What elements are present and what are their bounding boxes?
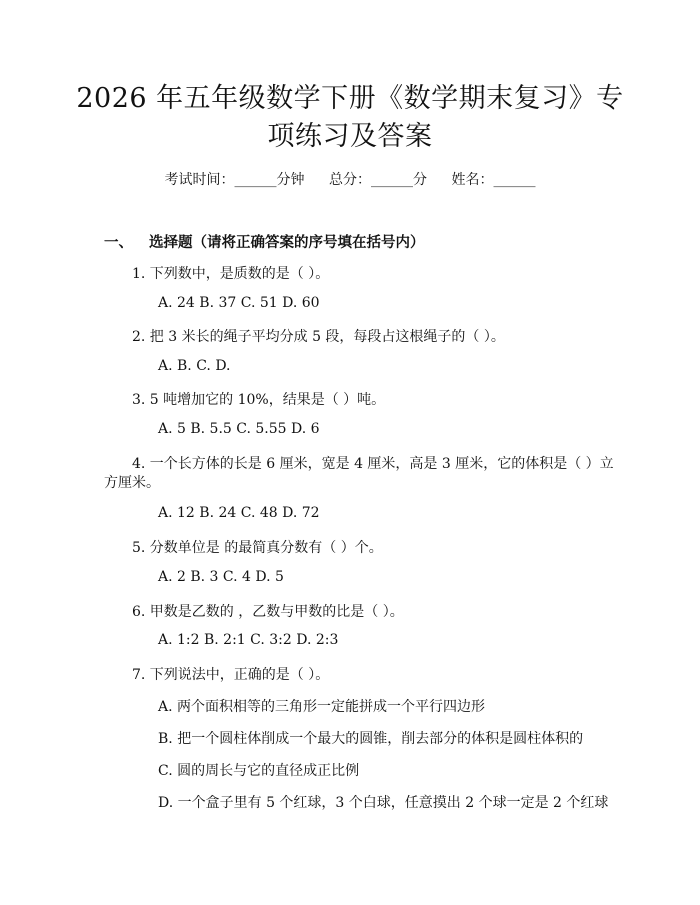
question-6: 6. 甲数是乙数的 ，乙数与甲数的比是（ ）。	[132, 604, 404, 620]
question-4: 4. 一个长方体的长是 6 厘米，宽是 4 厘米，高是 3 厘米，它的体积是（ ）立	[132, 456, 614, 472]
question-2-options: A. B. C. D.	[158, 358, 231, 374]
question-7-option-c: C. 圆的周长与它的直径成正比例	[158, 763, 360, 779]
total-score: 总分：______分	[329, 172, 427, 188]
document-title-line2: 项练习及答案	[267, 121, 433, 152]
section-title: 选择题（请将正确答案的序号填在括号内）	[149, 235, 425, 251]
question-3: 3. 5 吨增加它的 10%，结果是（ ）吨。	[132, 392, 386, 408]
question-4-options: A. 12 B. 24 C. 48 D. 72	[158, 505, 320, 521]
question-1-options: A. 24 B. 37 C. 51 D. 60	[158, 295, 320, 311]
question-7-option-a: A. 两个面积相等的三角形一定能拼成一个平行四边形	[158, 699, 486, 715]
question-1: 1. 下列数中，是质数的是（ ）。	[132, 266, 330, 282]
question-3-options: A. 5 B. 5.5 C. 5.55 D. 6	[158, 421, 320, 437]
question-5-options: A. 2 B. 3 C. 4 D. 5	[158, 569, 284, 585]
question-7-option-b: B. 把一个圆柱体削成一个最大的圆锥，削去部分的体积是圆柱体积的	[158, 731, 584, 747]
question-5: 5. 分数单位是 的最简真分数有（ ）个。	[132, 540, 383, 556]
question-4-continued: 方厘米。	[104, 475, 160, 491]
section-heading	[104, 231, 425, 252]
question-6-options: A. 1:2 B. 2:1 C. 3:2 D. 2:3	[158, 632, 339, 648]
exam-time: 考试时间：______分钟	[164, 172, 305, 188]
student-name: 姓名：______	[451, 172, 536, 188]
question-7: 7. 下列说法中，正确的是（ ）。	[132, 667, 330, 683]
question-2: 2. 把 3 米长的绳子平均分成 5 段，每段占这根绳子的（ ）。	[132, 329, 505, 345]
section-number: 一、	[104, 235, 133, 251]
document-title-line1: 2026 年五年级数学下册《数学期末复习》专	[76, 83, 624, 114]
exam-info	[0, 169, 700, 189]
question-7-option-d: D. 一个盒子里有 5 个红球，3 个白球，任意摸出 2 个球一定是 2 个红球	[158, 795, 609, 811]
